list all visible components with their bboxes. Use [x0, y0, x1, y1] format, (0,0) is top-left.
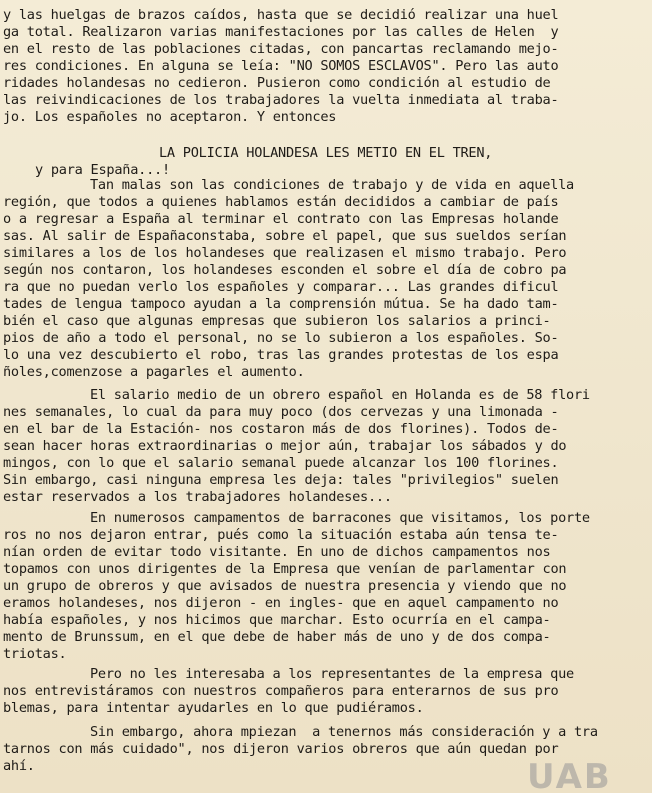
text-line: El salario medio de un obrero español en Holanda es de 58 flori: [90, 387, 590, 403]
text-line: en el resto de las poblaciones citadas, con pancartas reclamando mejo-: [3, 41, 559, 57]
text-line: pios de año a todo el personal, no se lo subieron a los españoles. So-: [3, 330, 559, 346]
text-line: sas. Al salir de Españaconstaba, sobre el papel, que sus sueldos serían: [3, 228, 567, 244]
text-line: y para España...!: [35, 162, 170, 178]
text-line: o a regresar a España al terminar el contrato con las Empresas holande: [3, 211, 559, 227]
text-line: ra que no puedan verlo los españoles y comparar... Las grandes dificul: [3, 279, 559, 295]
text-line: ahí.: [3, 758, 35, 774]
text-line: sean hacer horas extraordinarias o mejor aún, trabajar los sábados y do: [3, 438, 567, 454]
text-line: mingos, con lo que el salario semanal puede alcanzar los 100 florines.: [3, 455, 559, 471]
text-line: Pero no les interesaba a los representantes de la empresa que: [90, 666, 574, 682]
text-line: tarnos con más cuidado", nos dijeron varios obreros que aún quedan por: [3, 741, 559, 757]
text-line: un grupo de obreros y que avisados de nuestra presencia y viendo que no: [3, 578, 567, 594]
text-line: tades de lengua tampoco ayudan a la comprensión mútua. Se ha dado tam-: [3, 296, 559, 312]
text-line: res condiciones. En alguna se leía: "NO SOMOS ESCLAVOS". Pero las auto: [3, 58, 559, 74]
text-line: en el bar de la Estación- nos costaron más de dos florines). Todos de-: [3, 421, 559, 437]
uab-watermark: UAB: [527, 757, 612, 793]
section-heading: LA POLICIA HOLANDESA LES METIO EN EL TREN,: [159, 145, 493, 161]
text-line: lo una vez descubierto el robo, tras las grandes protestas de los espa: [3, 347, 559, 363]
text-line: región, que todos a quienes hablamos están decididos a cambiar de país: [3, 194, 559, 210]
text-line: topamos con unos dirigentes de la Empresa que venían de parlamentar con: [3, 561, 567, 577]
text-line: ros no nos dejaron entrar, pués como la situación estaba aún tensa te-: [3, 527, 559, 543]
text-line: y las huelgas de brazos caídos, hasta que se decidió realizar una huel: [3, 7, 559, 23]
text-line: ñoles,comenzose a pagarles el aumento.: [3, 364, 305, 380]
text-line: Sin embargo, casi ninguna empresa les deja: tales "privilegios" suelen: [3, 472, 559, 488]
text-line: nos entrevistáramos con nuestros compañeros para enterarnos de sus pro: [3, 683, 559, 699]
text-line: eramos holandeses, nos dijeron - en ingles- que en aquel campamento no: [3, 595, 559, 611]
text-line: Tan malas son las condiciones de trabajo y de vida en aquella: [90, 177, 574, 193]
text-line: jo. Los españoles no aceptaron. Y entonces: [3, 109, 337, 125]
text-line: según nos contaron, los holandeses esconden el sobre el día de cobro pa: [3, 262, 567, 278]
text-line: ridades holandesas no cedieron. Pusieron como condición al estudio de: [3, 75, 551, 91]
text-line: mento de Brunssum, en el que debe de haber más de uno y de dos compa-: [3, 629, 551, 645]
text-line: ga total. Realizaron varias manifestaciones por las calles de Helen y: [3, 24, 559, 40]
text-line: blemas, para intentar ayudarles en lo que pudiéramos.: [3, 700, 424, 716]
text-line: las reivindicaciones de los trabajadores la vuelta inmediata al traba-: [3, 92, 559, 108]
text-line: había españoles, y nos hicimos que marchar. Esto ocurría en el campa-: [3, 612, 551, 628]
text-line: nes semanales, lo cual da para muy poco (dos cervezas y una limonada -: [3, 404, 559, 420]
text-line: similares a los de los holandeses que realizasen el mismo trabajo. Pero: [3, 245, 567, 261]
text-line: En numerosos campamentos de barracones que visitamos, los porte: [90, 510, 590, 526]
text-line: bién el caso que algunas empresas que subieron los salarios a princi-: [3, 313, 551, 329]
text-line: nían orden de evitar todo visitante. En uno de dichos campamentos nos: [3, 544, 551, 560]
text-line: estar reservados a los trabajadores holandeses...: [3, 489, 392, 505]
text-line: triotas.: [3, 646, 67, 662]
text-line: Sin embargo, ahora mpiezan a tenernos más consideración y a tra: [90, 724, 598, 740]
